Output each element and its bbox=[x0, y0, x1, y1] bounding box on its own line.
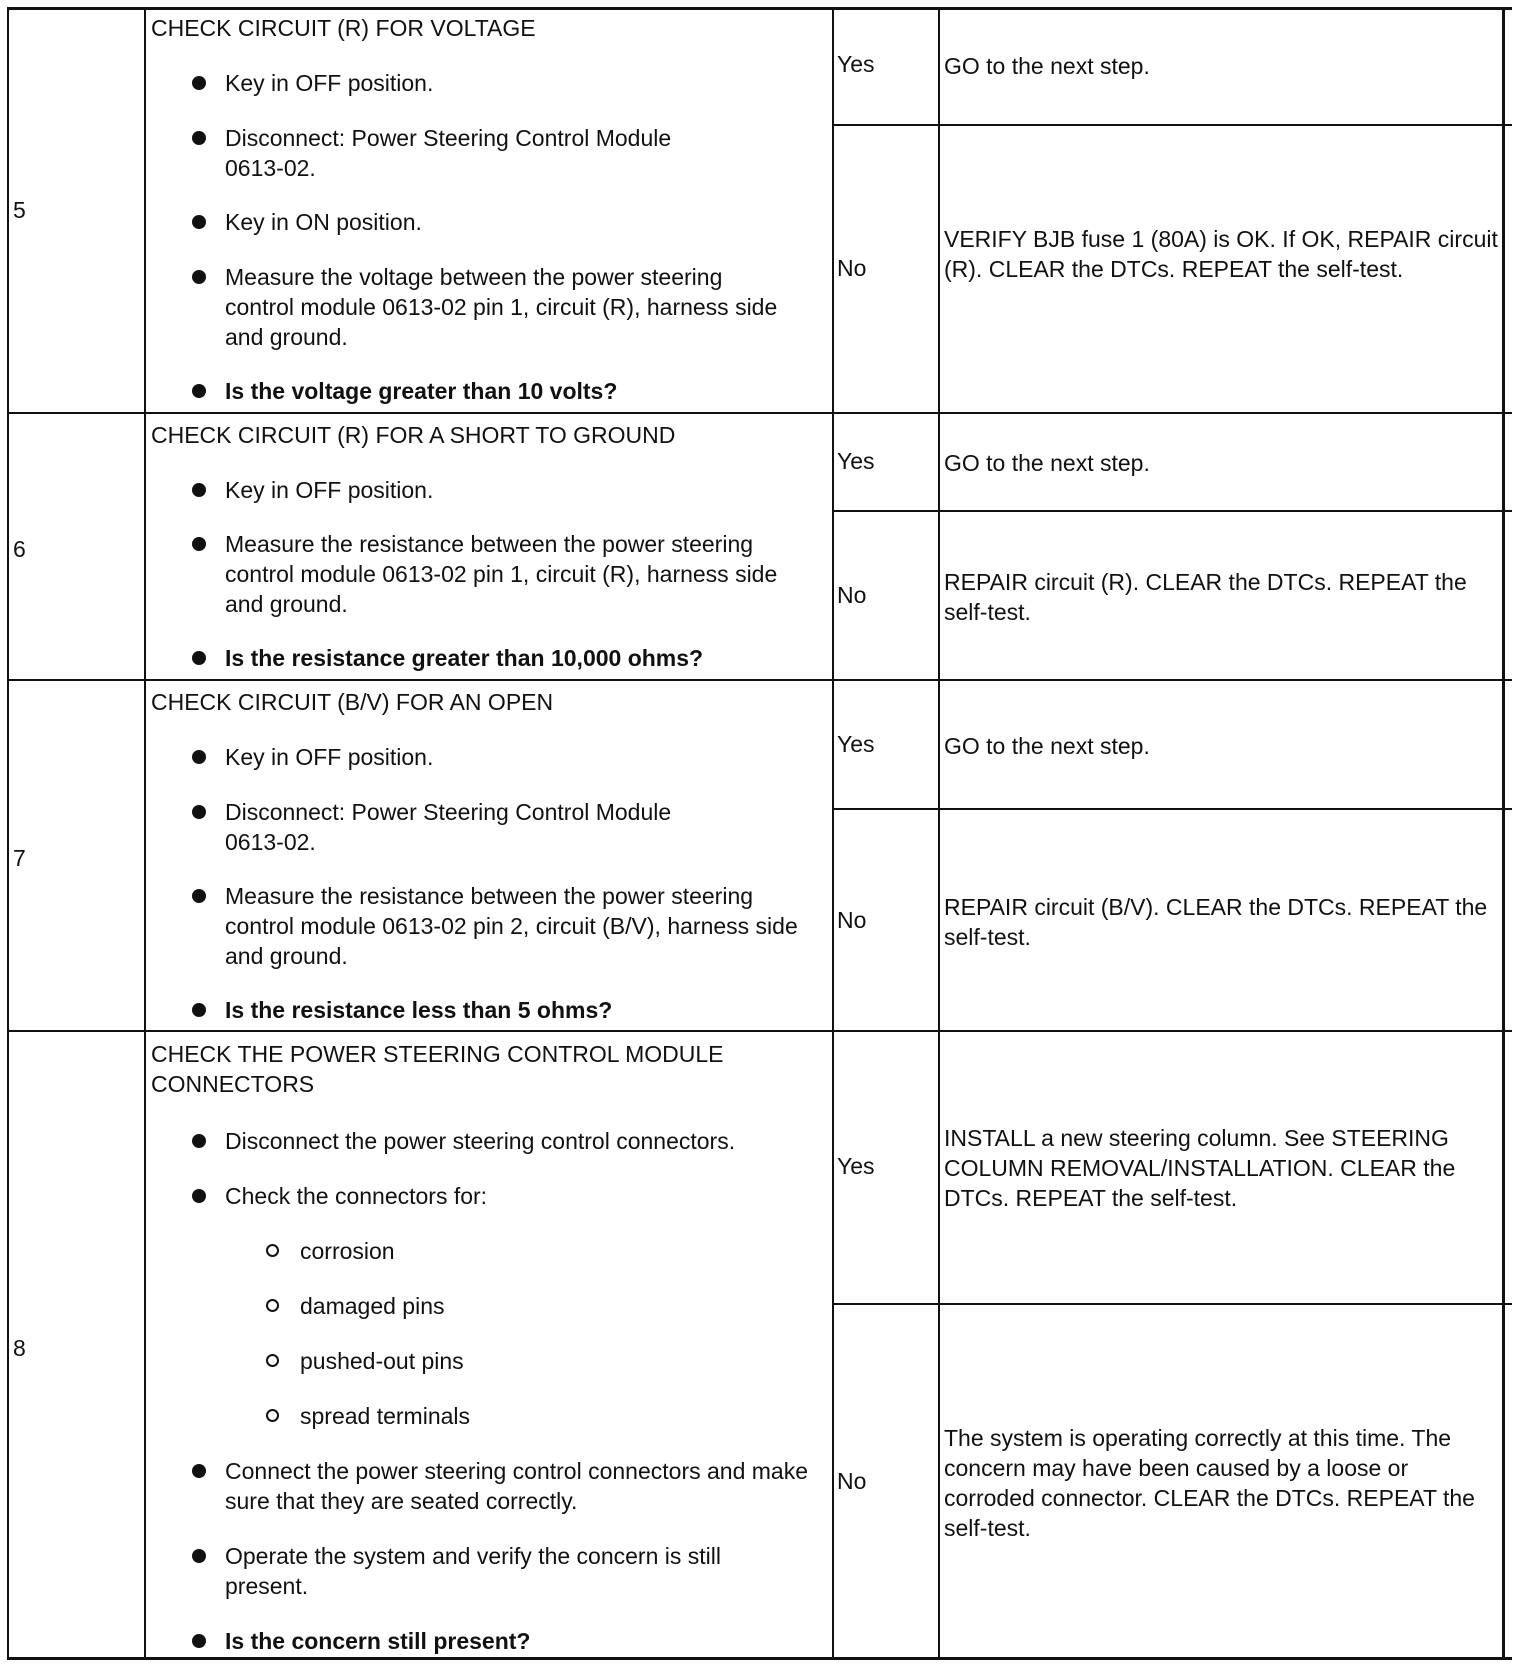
step-instruction: Operate the system and verify the concern is still present. bbox=[225, 1543, 721, 1599]
yes-action: GO to the next step. bbox=[944, 53, 1150, 79]
step-instruction: Check the connectors for: bbox=[225, 1183, 488, 1209]
sub-bullet-icon bbox=[266, 1354, 279, 1367]
step-instruction: Disconnect: Power Steering Control Module 0613-02. bbox=[225, 799, 672, 855]
no-action: VERIFY BJB fuse 1 (80A) is OK. If OK, REPAIR circuit (R). CLEAR the DTCs. REPEAT the self-test. bbox=[944, 226, 1498, 282]
bullet-icon bbox=[192, 1634, 206, 1648]
bullet-icon bbox=[192, 483, 206, 497]
answer-no-label: No bbox=[837, 907, 867, 933]
step-instruction: Measure the voltage between the power steering control module 0613-02 pin 1, circuit (R), harness side and ground. bbox=[225, 264, 778, 350]
step-instruction: Disconnect: Power Steering Control Module 0613-02. bbox=[225, 125, 672, 181]
step-instruction: Connect the power steering control connectors and make sure that they are seated correctly. bbox=[225, 1458, 808, 1514]
bullet-icon bbox=[192, 750, 206, 764]
step-title: CHECK CIRCUIT (R) FOR VOLTAGE bbox=[151, 15, 536, 41]
step-question: Is the voltage greater than 10 volts? bbox=[225, 378, 618, 404]
step-question: Is the resistance less than 5 ohms? bbox=[225, 997, 613, 1023]
step-question: Is the concern still present? bbox=[225, 1628, 531, 1654]
row-divider bbox=[7, 679, 1512, 681]
bullet-icon bbox=[192, 651, 206, 665]
bullet-icon bbox=[192, 1464, 206, 1478]
column-divider bbox=[938, 7, 940, 1660]
answer-no-label: No bbox=[837, 582, 867, 608]
answer-divider bbox=[832, 510, 1512, 512]
step-number: 6 bbox=[13, 536, 26, 562]
step-title: CHECK CIRCUIT (R) FOR A SHORT TO GROUND bbox=[151, 422, 676, 448]
bullet-icon bbox=[192, 76, 206, 90]
no-action: The system is operating correctly at this time. The concern may have been caused by a loose or corroded connector. CLEAR the DTCs. REPEAT the self-test. bbox=[944, 1425, 1475, 1541]
step-number: 7 bbox=[13, 845, 26, 871]
step-title: CHECK THE POWER STEERING CONTROL MODULE CONNECTORS bbox=[151, 1041, 724, 1097]
bullet-icon bbox=[192, 384, 206, 398]
answer-yes-label: Yes bbox=[837, 448, 875, 474]
sub-item: spread terminals bbox=[300, 1403, 471, 1429]
answer-no-label: No bbox=[837, 255, 867, 281]
row-divider bbox=[7, 412, 1512, 414]
sub-bullet-icon bbox=[266, 1299, 279, 1312]
table-border-top bbox=[7, 7, 1512, 10]
sub-item: damaged pins bbox=[300, 1293, 445, 1319]
bullet-icon bbox=[192, 215, 206, 229]
answer-divider bbox=[832, 1303, 1512, 1305]
step-number: 8 bbox=[13, 1335, 26, 1361]
sub-item: corrosion bbox=[300, 1238, 395, 1264]
bullet-icon bbox=[192, 131, 206, 145]
row-divider bbox=[7, 1030, 1512, 1032]
answer-no-label: No bbox=[837, 1468, 867, 1494]
yes-action: INSTALL a new steering column. See STEERING COLUMN REMOVAL/INSTALLATION. CLEAR the DTCs. REPEAT the self-test. bbox=[944, 1125, 1456, 1211]
yes-action: GO to the next step. bbox=[944, 733, 1150, 759]
answer-yes-label: Yes bbox=[837, 731, 875, 757]
bullet-icon bbox=[192, 270, 206, 284]
step-question: Is the resistance greater than 10,000 ohms? bbox=[225, 645, 704, 671]
bullet-icon bbox=[192, 805, 206, 819]
step-title: CHECK CIRCUIT (B/V) FOR AN OPEN bbox=[151, 689, 554, 715]
sub-item: pushed-out pins bbox=[300, 1348, 464, 1374]
sub-bullet-icon bbox=[266, 1409, 279, 1422]
column-divider bbox=[144, 7, 146, 1660]
column-divider bbox=[832, 7, 834, 1660]
table-border-bottom bbox=[7, 1657, 1512, 1660]
answer-yes-label: Yes bbox=[837, 51, 875, 77]
step-instruction: Measure the resistance between the power steering control module 0613-02 pin 2, circuit (B/V), harness side and ground. bbox=[225, 883, 798, 969]
step-instruction: Key in OFF position. bbox=[225, 70, 434, 96]
bullet-icon bbox=[192, 1134, 206, 1148]
step-instruction: Measure the resistance between the power steering control module 0613-02 pin 1, circuit (R), harness side and ground. bbox=[225, 531, 778, 617]
bullet-icon bbox=[192, 1003, 206, 1017]
step-number: 5 bbox=[13, 197, 26, 223]
step-instruction: Key in OFF position. bbox=[225, 477, 434, 503]
step-instruction: Key in ON position. bbox=[225, 209, 422, 235]
bullet-icon bbox=[192, 537, 206, 551]
no-action: REPAIR circuit (B/V). CLEAR the DTCs. REPEAT the self-test. bbox=[944, 894, 1488, 950]
yes-action: GO to the next step. bbox=[944, 450, 1150, 476]
sub-bullet-icon bbox=[266, 1244, 279, 1257]
step-instruction: Disconnect the power steering control connectors. bbox=[225, 1128, 736, 1154]
bullet-icon bbox=[192, 889, 206, 903]
table-border-left bbox=[7, 7, 9, 1660]
step-instruction: Key in OFF position. bbox=[225, 744, 434, 770]
answer-yes-label: Yes bbox=[837, 1153, 875, 1179]
answer-divider bbox=[832, 124, 1512, 126]
no-action: REPAIR circuit (R). CLEAR the DTCs. REPEAT the self-test. bbox=[944, 569, 1467, 625]
answer-divider bbox=[832, 808, 1512, 810]
bullet-icon bbox=[192, 1549, 206, 1563]
bullet-icon bbox=[192, 1189, 206, 1203]
